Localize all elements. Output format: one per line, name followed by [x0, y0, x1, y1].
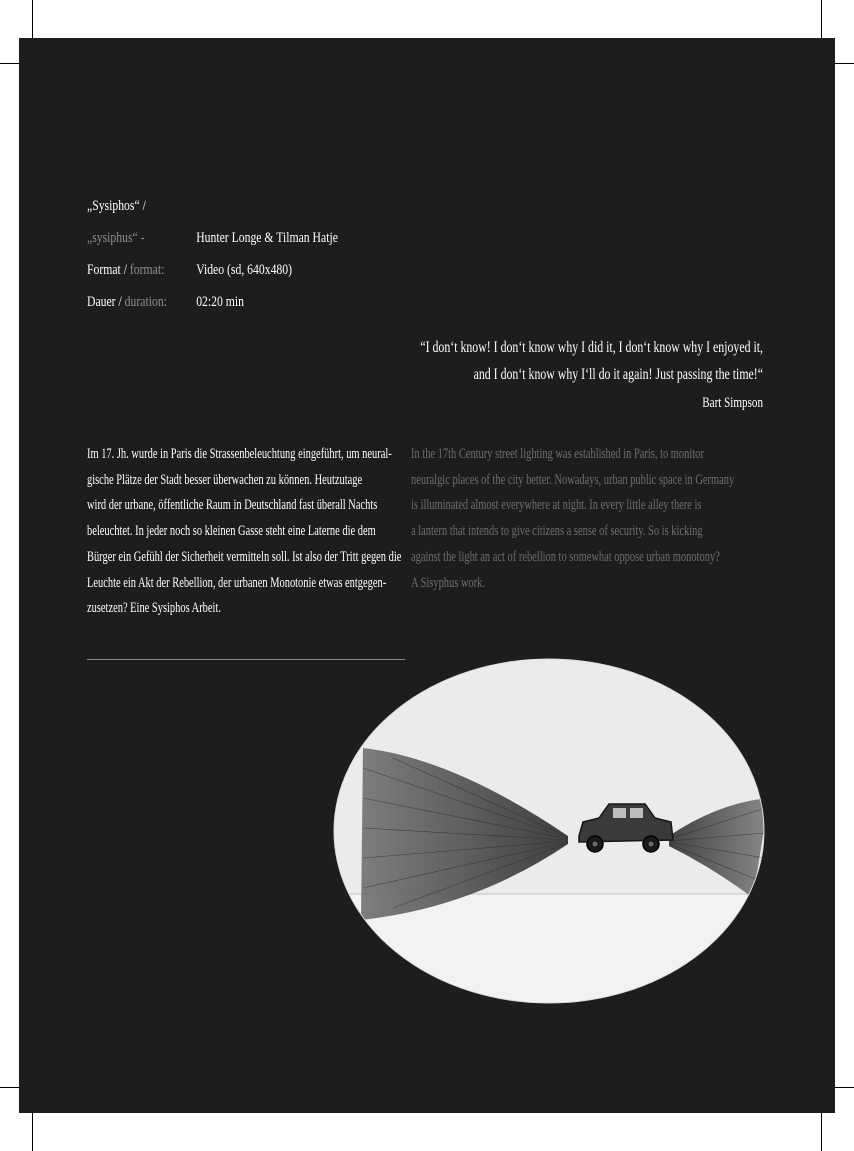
format-row [87, 262, 321, 294]
duration-label-en: duration: [124, 294, 167, 310]
quote-line: “I don‘t know! I don‘t know why I did it, I don‘t know why I enjoyed it, [420, 339, 763, 356]
text-line: wird der urbane, öffentliche Raum in Deutschland fast überall Nachts [87, 497, 378, 514]
text-line: zusetzen? Eine Sysiphos Arbeit. [87, 600, 221, 617]
body-text-german [87, 442, 407, 622]
authors: Hunter Longe & Tilman Hatje [196, 230, 338, 246]
text-line: Bürger ein Gefühl der Sicherheit vermitteln soll. Ist also der Tritt gegen die [87, 548, 402, 565]
text-line: a lantern that intends to give citizens a sense of security. So is kicking [411, 523, 703, 540]
quote-line: and I don‘t know why I‘ll do it again! Just passing the time!“ [473, 366, 763, 383]
text-line: Im 17. Jh. wurde in Paris die Strassenbeleuchtung eingeführt, um neural- [87, 446, 392, 462]
text-line: Leuchte ein Akt der Rebellion, der urbanen Monotonie etwas entgegen- [87, 574, 387, 591]
duration-value: 02:20 min [196, 294, 244, 310]
format-label: Format / [87, 262, 127, 278]
format-value: Video (sd, 640x480) [196, 262, 293, 278]
page-sheet [19, 38, 835, 1113]
authors-row [87, 230, 338, 262]
quote-author: Bart Simpson [702, 395, 763, 411]
duration-label: Dauer / [87, 294, 122, 310]
work-metadata [87, 198, 387, 326]
text-line: In the 17th Century street lighting was established in Paris, to monitor [411, 446, 704, 462]
text-line: against the light an act of rebellion to somewhat oppose urban monotony? [411, 548, 720, 565]
text-line: beleuchtet. In jeder noch so kleinen Gasse steht eine Laterne die dem [87, 523, 376, 540]
title-row [87, 198, 321, 230]
duration-row [87, 294, 321, 326]
format-label-en: format: [129, 262, 165, 278]
quote-block [243, 334, 763, 417]
car-illustration [333, 658, 765, 1004]
body-text-english [411, 442, 735, 596]
work-title: „Sysiphos“ / [87, 198, 146, 214]
work-title-en: „sysiphus“ - [87, 230, 145, 246]
text-line: is illuminated almost everywhere at night. In every little alley there is [411, 497, 702, 514]
text-line: neuralgic places of the city better. Nowadays, urban public space in Germany [411, 471, 735, 488]
text-line: gische Plätze der Stadt besser überwachen zu können. Heutzutage [87, 471, 363, 488]
text-line: A Sisyphus work. [411, 574, 485, 591]
